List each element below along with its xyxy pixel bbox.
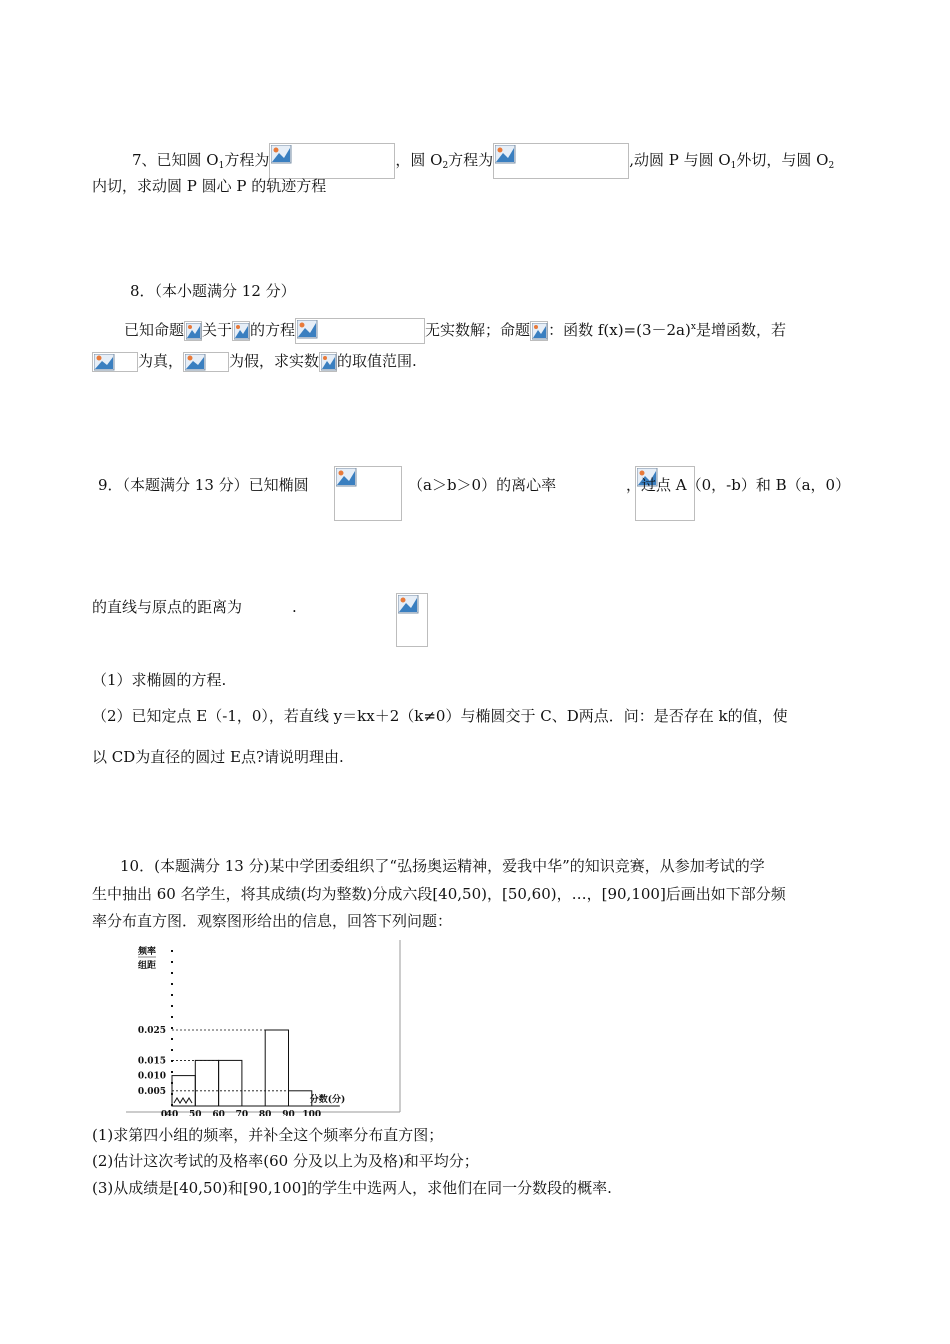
broken-image-icon bbox=[321, 354, 337, 372]
broken-image-icon bbox=[185, 354, 207, 372]
broken-image-icon bbox=[495, 145, 517, 165]
x-tick-label: 40 bbox=[165, 1110, 179, 1116]
p8-line1: 已知命题 关于 的方程 无实数解；命题 ：函数 $f(x)=(3-2a)^x$是增函数，若 bbox=[124, 318, 786, 344]
y-axis-label-bottom: 组距 bbox=[138, 961, 157, 971]
p8-line2: 为真， 为假，求实数 的取值范围. bbox=[92, 352, 417, 372]
p9-q2-line1: （2）已知定点 E（-1，0），若直线 y＝kx＋2（k≠0）与椭圆交于 C、D两点．问：是否存在 k的值，使 bbox=[92, 707, 788, 725]
equation-image-placeholder bbox=[183, 352, 229, 372]
p9-line2: 的直线与原点的距离为 bbox=[92, 598, 243, 616]
y-tick-label: 0.015 bbox=[137, 1056, 166, 1067]
p10-q2: (2)估计这次考试的及格率(60 分及以上为及格)和平均分； bbox=[92, 1152, 479, 1170]
equation-image-placeholder bbox=[319, 352, 337, 372]
p10-q1: (1)求第四小组的频率，并补全这个频率分布直方图； bbox=[92, 1126, 444, 1144]
p9-line1-mid: （a＞b＞0）的离心率 bbox=[408, 476, 557, 494]
x-tick-label: 50 bbox=[189, 1110, 202, 1116]
broken-image-icon bbox=[398, 595, 420, 615]
histogram-bar bbox=[289, 1091, 312, 1106]
equation-image-placeholder bbox=[232, 321, 250, 341]
p9-q2-line2: 以 CD为直径的圆过 E点?请说明理由. bbox=[92, 748, 344, 766]
equation-image-placeholder bbox=[396, 593, 428, 647]
broken-image-icon bbox=[94, 354, 116, 372]
broken-image-icon bbox=[186, 323, 202, 341]
equation-image-placeholder bbox=[269, 143, 395, 179]
histogram-bar bbox=[195, 1060, 218, 1106]
p9-line1-start: 9．（本题满分 13 分）已知椭圆 bbox=[98, 476, 309, 494]
p8-header: 8．（本小题满分 12 分） bbox=[130, 282, 296, 300]
y-axis-label-top: 频率 bbox=[138, 947, 157, 957]
y-tick-label: 0.025 bbox=[137, 1026, 166, 1036]
p7-line2: 内切，求动圆 P 圆心 P 的轨迹方程 bbox=[92, 177, 327, 195]
broken-image-icon bbox=[271, 145, 293, 165]
frequency-histogram bbox=[124, 938, 404, 1116]
p10-line1: 10．(本题满分 13 分)某中学团委组织了“弘扬奥运精神，爱我中华”的知识竞赛，从参加考试的学 bbox=[120, 857, 765, 875]
equation-image-placeholder bbox=[493, 143, 629, 179]
p10-line3: 率分布直方图．观察图形给出的信息，回答下列问题： bbox=[92, 912, 453, 930]
equation-image-placeholder bbox=[92, 352, 138, 372]
x-tick-label: 100 bbox=[302, 1110, 322, 1116]
broken-image-icon bbox=[532, 323, 548, 341]
p10-q3: (3)从成绩是[40,50)和[90,100]的学生中选两人，求他们在同一分数段的概率. bbox=[92, 1179, 612, 1197]
histogram-bar bbox=[219, 1060, 242, 1106]
origin-label: 0 bbox=[160, 1110, 168, 1116]
p9-q1: （1）求椭圆的方程. bbox=[92, 671, 227, 689]
broken-image-icon bbox=[234, 323, 250, 341]
p7-line1: 7、已知圆 $O_1$方程为 ，圆 $O_2$方程为 ,动圆 P 与圆 $O_1$外切，与圆 $O_2$ bbox=[132, 143, 834, 179]
p9-line1-end: ，过点 A（0，-b）和 B（a，0） bbox=[626, 476, 851, 494]
x-tick-label: 70 bbox=[235, 1110, 249, 1116]
equation-image-placeholder bbox=[295, 318, 425, 344]
equation-image-placeholder bbox=[334, 466, 402, 521]
p9-line2-end: . bbox=[292, 598, 297, 616]
broken-image-icon bbox=[297, 320, 319, 340]
y-tick-label: 0.010 bbox=[137, 1071, 166, 1082]
equation-image-placeholder bbox=[184, 321, 202, 341]
broken-image-icon bbox=[336, 468, 358, 488]
axis-break-mark bbox=[174, 1098, 192, 1103]
x-tick-label: 80 bbox=[258, 1110, 272, 1116]
y-tick-label: 0.005 bbox=[137, 1086, 166, 1097]
histogram-bar bbox=[265, 1030, 288, 1106]
p10-line2: 生中抽出 60 名学生，将其成绩(均为整数)分成六段[40,50)，[50,60)，…，[90,100]后画出如下部分频 bbox=[92, 885, 786, 903]
equation-image-placeholder bbox=[530, 321, 548, 341]
x-tick-label: 90 bbox=[282, 1110, 295, 1116]
x-axis-label: 分数(分) bbox=[309, 1095, 346, 1105]
x-tick-label: 60 bbox=[212, 1110, 225, 1116]
